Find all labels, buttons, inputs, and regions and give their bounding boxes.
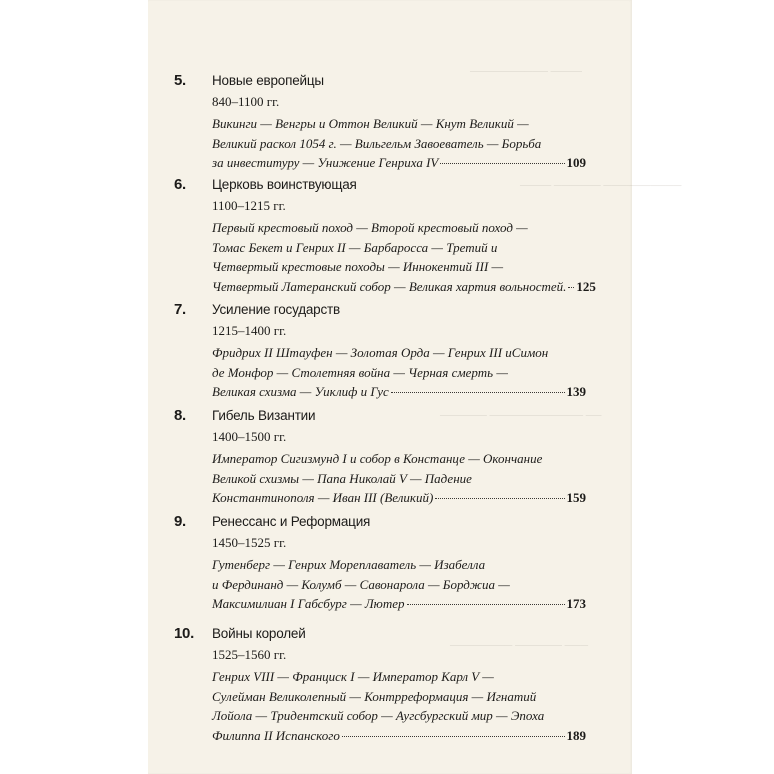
chapter-number: 5. — [174, 72, 186, 89]
topic-line-with-page — [212, 594, 586, 614]
chapter-topics — [212, 343, 586, 402]
topic-line: де Монфор — Столетняя война — Черная смерть — — [212, 364, 508, 380]
chapter-number: 9. — [174, 513, 186, 530]
topic-line-with-page — [212, 726, 586, 746]
page-number: 173 — [566, 596, 586, 612]
topic-line: Великий раскол 1054 г. — Вильгельм Завоеватель — Борьба — [212, 135, 542, 151]
page-number: 125 — [576, 278, 596, 294]
dot-leader — [440, 163, 564, 164]
topic-line: Император Сигизмунд I и собор в Констанце — Окончание — [212, 451, 543, 466]
chapter-years: 1525–1560 гг. — [212, 647, 287, 662]
chapter-title: Войны королей — [212, 626, 306, 641]
topic-line: Гутенберг — Генрих Мореплаватель — Изабелла — [212, 557, 486, 572]
chapter-years: 1450–1525 гг. — [212, 535, 287, 550]
chapter-title: Гибель Византии — [212, 408, 316, 423]
show-through-texture: ────────── ──── — [470, 66, 582, 78]
topic-line: Фридрих II Штауфен — Золотая Орда — Генрих III иСимон — [212, 345, 549, 360]
chapter-number: 10. — [174, 625, 194, 642]
chapter-number: 8. — [174, 407, 186, 424]
topic-line: Томас Бекет и Генрих II — Барбаросса — Третий и — [212, 239, 498, 255]
show-through-texture: ──────── ────── ─── — [450, 640, 588, 652]
chapter-title: Усиление государств — [212, 302, 340, 317]
show-through-texture: ────── ──────────── ── — [440, 410, 602, 422]
chapter-topics — [212, 667, 586, 745]
chapter-title: Ренессанс и Реформация — [212, 514, 371, 529]
dot-leader — [407, 604, 565, 605]
page-number: 189 — [566, 727, 586, 743]
topic-line: Первый крестовый поход — Второй крестовый поход — — [212, 220, 528, 235]
topic-line: Лойола — Тридентский собор — Аугсбургский мир — Эпоха — [212, 708, 545, 724]
dot-leader — [568, 287, 574, 288]
chapter-years: 1100–1215 гг. — [212, 198, 286, 213]
chapter-number: 6. — [174, 176, 186, 193]
topic-line-with-page — [212, 382, 586, 402]
topic-line-with-page — [212, 488, 586, 508]
topic-line: Великая схизма — Уиклиф и Гус — [212, 384, 389, 400]
topic-line: Викинги — Венгры и Оттон Великий — Кнут Великий — — [212, 116, 529, 131]
chapter-topics — [212, 218, 596, 296]
page-number: 109 — [566, 155, 586, 171]
chapter-years: 1400–1500 гг. — [212, 429, 287, 444]
topic-line: Генрих VIII — Франциск I — Император Карл V — — [212, 669, 494, 684]
topic-line: Четвертый крестовые походы — Иннокентий III — — [212, 259, 504, 275]
topic-line: Великой схизмы — Папа Николай V — Падение — [212, 470, 472, 486]
topic-line: и Фердинанд — Колумб — Савонарола — Борджиа — — [212, 576, 510, 592]
chapter-topics — [212, 114, 586, 173]
chapter-years: 840–1100 гг. — [212, 94, 280, 109]
topic-line-with-page — [212, 277, 596, 297]
topic-line: Сулейман Великолепный — Контрреформация — Игнатий — [212, 688, 537, 704]
page-number: 159 — [566, 490, 586, 506]
topic-line: за инвеституру — Унижение Генриха IV — [212, 155, 439, 171]
topic-line: Константинополя — Иван III (Великий) — [212, 490, 434, 506]
topic-line: Максимилиан I Габсбург — Лютер — [212, 596, 405, 612]
dot-leader — [342, 736, 565, 737]
chapter-number: 7. — [174, 301, 186, 318]
topic-line-with-page — [212, 153, 586, 173]
topic-line: Четвертый Латеранский собор — Великая хартия вольностей. — [212, 278, 567, 294]
show-through-texture: ──── ────── ────────── — [520, 180, 682, 192]
chapter-title: Церковь воинствующая — [212, 177, 357, 192]
dot-leader — [435, 498, 564, 499]
chapter-title: Новые европейцы — [212, 73, 324, 88]
chapter-topics — [212, 449, 586, 508]
chapter-years: 1215–1400 гг. — [212, 323, 287, 338]
chapter-topics — [212, 555, 586, 614]
topic-line: Филиппа II Испанского — [212, 727, 340, 743]
page-number: 139 — [566, 384, 586, 400]
dot-leader — [391, 392, 565, 393]
